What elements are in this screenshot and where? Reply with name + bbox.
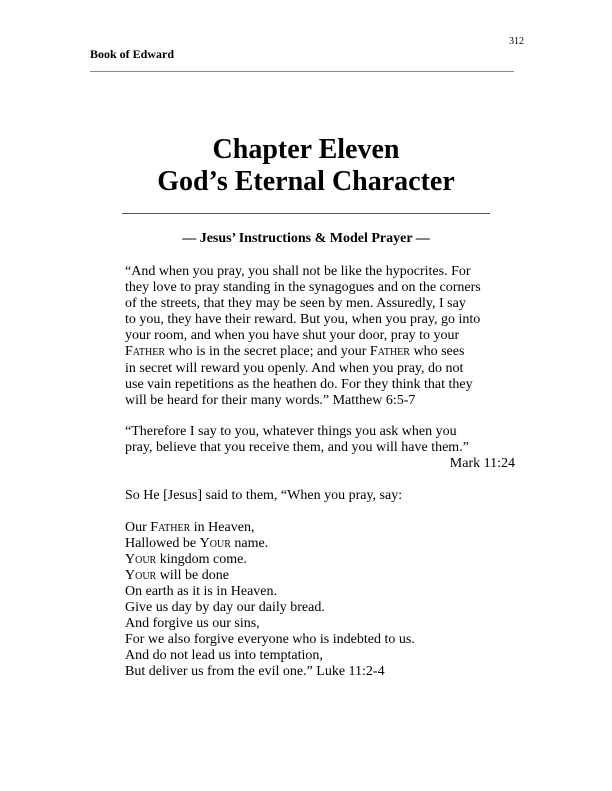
passage-line: [125, 344, 525, 361]
text-run: who is in the secret place; and your: [165, 344, 370, 359]
chapter-number-title: Chapter Eleven: [212, 134, 400, 165]
header-divider: [90, 71, 514, 72]
text-run: in Heaven,: [190, 520, 255, 535]
small-cap-word: Father: [150, 520, 191, 535]
text-run: who sees: [409, 344, 465, 359]
passage-line: pray, believe that you receive them, and you will have them.”: [125, 440, 469, 455]
cap-letter: F: [369, 344, 378, 359]
small-cap-word: Your: [125, 552, 157, 567]
prayer-line: On earth as it is in Heaven.: [125, 584, 278, 599]
prayer-line: [125, 536, 525, 552]
small-cap-word: Your: [125, 568, 157, 583]
text-run: name.: [230, 536, 269, 551]
passage-line: in secret will reward you openly. And when you pray, do not: [125, 361, 464, 376]
prayer-line: And forgive us our sins,: [125, 616, 260, 631]
scripture-reference: Mark 11:24: [449, 456, 515, 471]
small-cap-word: ATHER: [132, 347, 166, 358]
passage-mark: [125, 424, 525, 472]
running-head: Book of Edward: [90, 47, 175, 61]
prayer-line: [125, 552, 525, 568]
chapter-title: [90, 134, 522, 198]
passage-line: of the streets, that they may be seen by men. Assuredly, I say: [125, 296, 466, 311]
title-divider: [122, 213, 490, 214]
passage-paragraph: [125, 424, 525, 472]
passage-line: to you, they have their reward. But you, when you pray, go into: [125, 312, 481, 327]
prayer-line: And do not lead us into temptation,: [125, 648, 323, 663]
cap-letter: F: [125, 344, 133, 359]
prayer-line: Give us day by day our daily bread.: [125, 600, 325, 615]
passage-paragraph: [125, 264, 525, 409]
page-number: 312: [509, 36, 524, 47]
passage-line: “Therefore I say to you, whatever things you ask when you: [125, 424, 457, 439]
prayer-intro: [125, 488, 525, 504]
passage-line: your room, and when you have shut your door, pray to your: [125, 328, 460, 343]
lords-prayer: [125, 520, 525, 680]
passage-line: use vain repetitions as the heathen do. For they think that they: [125, 377, 473, 392]
text-run: will be done: [156, 568, 229, 583]
passage-line: will be heard for their many words.” Matthew 6:5-7: [125, 393, 416, 408]
passage-line: “And when you pray, you shall not be like the hypocrites. For: [125, 264, 471, 279]
text-run: kingdom come.: [156, 552, 247, 567]
chapter-subtitle: God’s Eternal Character: [157, 166, 455, 197]
passage-matthew: [125, 264, 525, 409]
section-heading: — Jesus’ Instructions & Model Prayer —: [182, 231, 430, 246]
small-cap-word: ATHER: [377, 347, 410, 358]
small-cap-word: Your: [199, 536, 231, 551]
prayer-line: But deliver us from the evil one.” Luke 11:2-4: [125, 664, 385, 679]
prayer-line: [125, 568, 525, 584]
intro-line: So He [Jesus] said to them, “When you pray, say:: [125, 488, 403, 503]
passage-line: they love to pray standing in the synagogues and on the corners: [125, 280, 481, 295]
prayer-line: [125, 520, 525, 536]
prayer-line: For we also forgive everyone who is indebted to us.: [125, 632, 415, 647]
text-run: Hallowed be: [125, 536, 200, 551]
text-run: Our: [125, 520, 151, 535]
